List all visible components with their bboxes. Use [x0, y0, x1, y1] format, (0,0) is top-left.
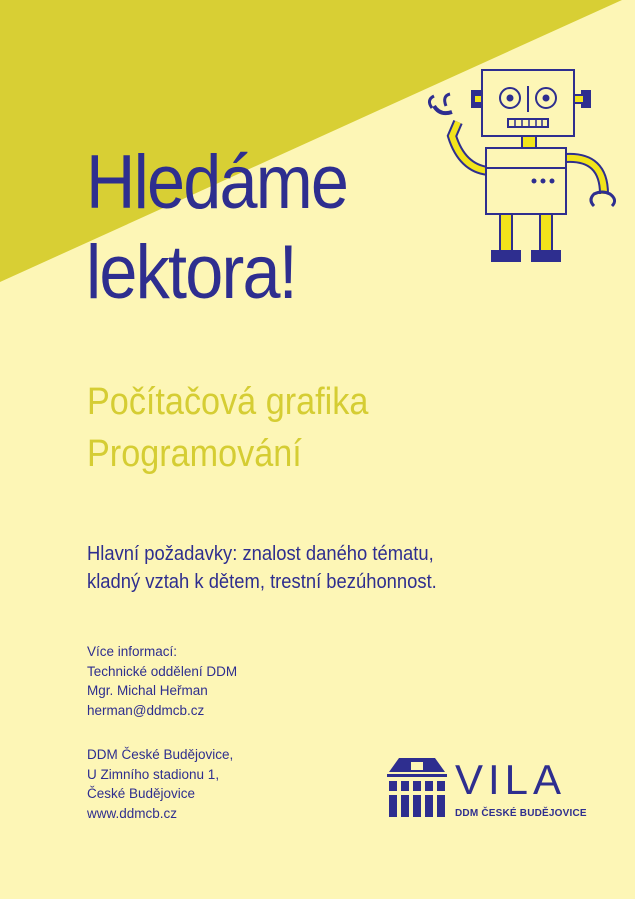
- contact-label: Více informací:: [87, 644, 178, 659]
- subject-list: [87, 376, 368, 480]
- requirements-line-1: Hlavní požadavky: znalost daného tématu,: [87, 543, 434, 565]
- headline-line-1: Hledáme: [86, 140, 348, 225]
- address-street: U Zimního stadionu 1,: [87, 766, 220, 782]
- headline: [86, 138, 347, 318]
- subject-item: Počítačová grafika: [87, 381, 369, 423]
- contact-person: Mgr. Michal Heřman: [87, 683, 208, 698]
- address-city: České Budějovice: [87, 786, 196, 801]
- contact-block: [87, 642, 237, 720]
- address-block: [87, 745, 233, 823]
- logo-wordmark: VILA: [455, 756, 567, 803]
- requirements-line-2: kladný vztah k dětem, trestní bezúhonnost.: [87, 571, 437, 593]
- requirements-text: [87, 540, 437, 596]
- contact-email[interactable]: herman@ddmcb.cz: [87, 702, 205, 718]
- subject-item: Programování: [87, 433, 302, 475]
- logo-subtitle: DDM ČESKÉ BUDĚJOVICE: [455, 808, 587, 819]
- address-org: DDM České Budějovice,: [87, 747, 234, 762]
- address-web[interactable]: www.ddmcb.cz: [87, 805, 178, 821]
- contact-department: Technické oddělení DDM: [87, 663, 238, 679]
- robot-icon: [422, 66, 622, 270]
- headline-line-2: lektora!: [86, 230, 296, 315]
